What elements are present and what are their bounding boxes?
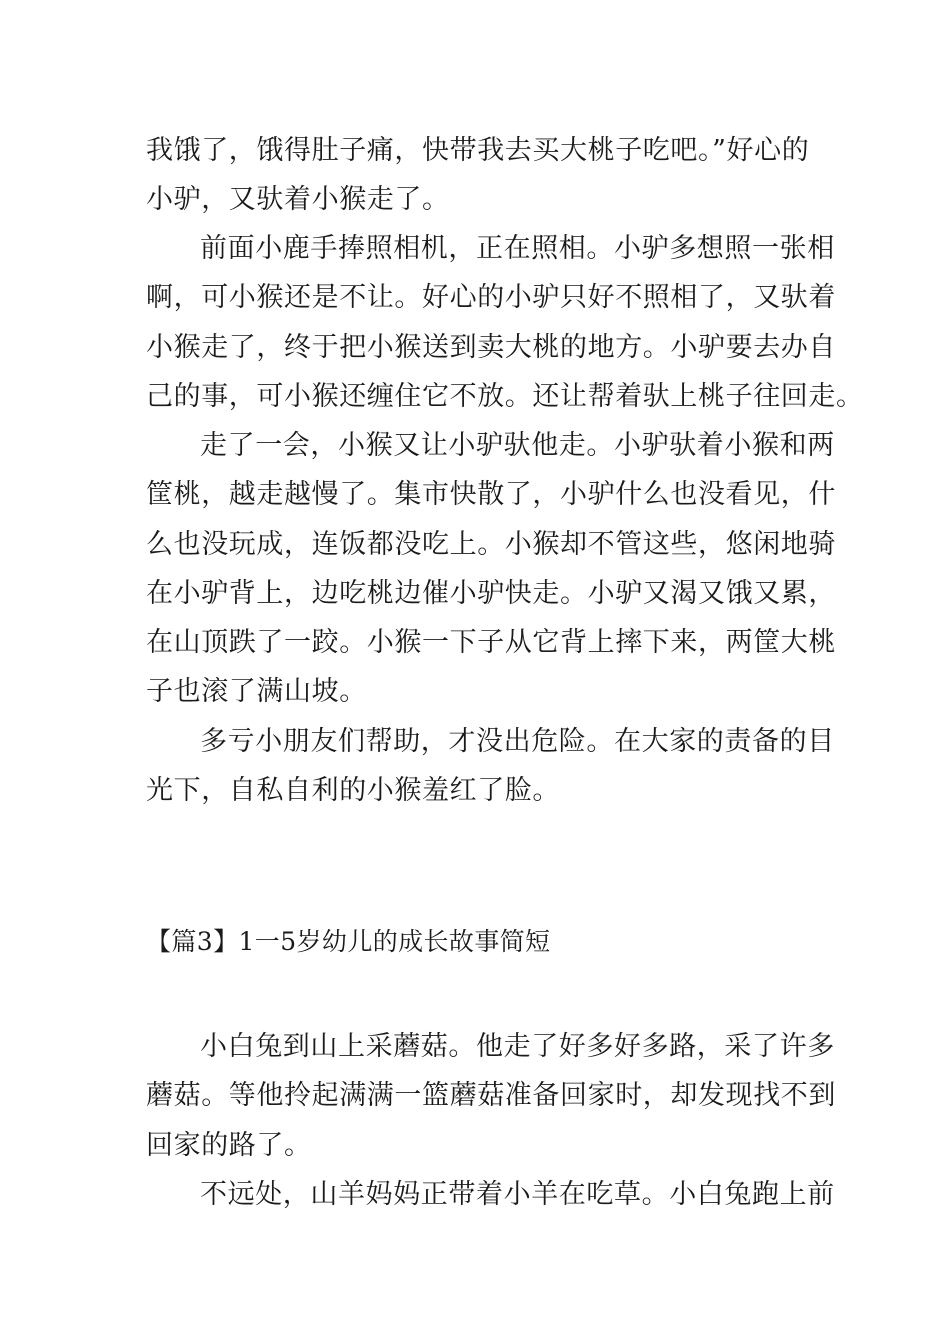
paragraph-line: 回家的路了。 — [146, 1129, 312, 1161]
paragraph-line: 啊，可小猴还是不让。好心的小驴只好不照相了，又驮着 — [146, 282, 836, 314]
section-heading: 【篇3】1一5岁幼儿的成长故事简短 — [146, 927, 551, 956]
paragraph-line: 在山顶跌了一跤。小猴一下子从它背上摔下来，两筐大桃 — [146, 627, 836, 659]
paragraph-line: 己的事，可小猴还缠住它不放。还让帮着驮上桃子往回走。 — [146, 380, 864, 412]
paragraph-3 — [146, 421, 836, 717]
paragraph-line: 不远处，山羊妈妈正带着小羊在吃草。小白兔跑上前 — [200, 1179, 835, 1210]
paragraph-line: 蘑菇。等他拎起满满一篮蘑菇准备回家时，却发现找不到 — [146, 1080, 836, 1112]
paragraph-line: 在小驴背上，边吃桃边催小驴快走。小驴又渴又饿又累， — [146, 577, 836, 609]
paragraph-4 — [146, 717, 835, 816]
paragraph-1 — [146, 126, 810, 225]
paragraph-line: 么也没玩成，连饭都没吃上。小猴却不管这些，悠闲地骑 — [146, 528, 836, 560]
paragraph-line: 子也滚了满山坡。 — [146, 676, 367, 708]
paragraph-line: 走了一会，小猴又让小驴驮他走。小驴驮着小猴和两 — [200, 430, 835, 461]
paragraph-line: 筐桃，越走越慢了。集市快散了，小驴什么也没看见，什 — [146, 479, 836, 511]
paragraph-line: 小驴，又驮着小猴走了。 — [146, 184, 450, 216]
section-paragraph-2 — [146, 1170, 835, 1219]
paragraph-2 — [146, 224, 864, 421]
paragraph-line: 我饿了，饿得肚子痛，快带我去买大桃子吃吧。”好心的 — [146, 135, 810, 166]
paragraph-line: 小白兔到山上采蘑菇。他走了好多好多路，采了许多 — [200, 1031, 835, 1062]
section-paragraph-1 — [146, 1022, 836, 1170]
paragraph-line: 前面小鹿手捧照相机，正在照相。小驴多想照一张相 — [200, 233, 835, 264]
paragraph-line: 多亏小朋友们帮助，才没出危险。在大家的责备的目 — [200, 726, 835, 757]
paragraph-line: 光下，自私自利的小猴羞红了脸。 — [146, 775, 560, 807]
paragraph-line: 小猴走了，终于把小猴送到卖大桃的地方。小驴要去办自 — [146, 331, 836, 363]
